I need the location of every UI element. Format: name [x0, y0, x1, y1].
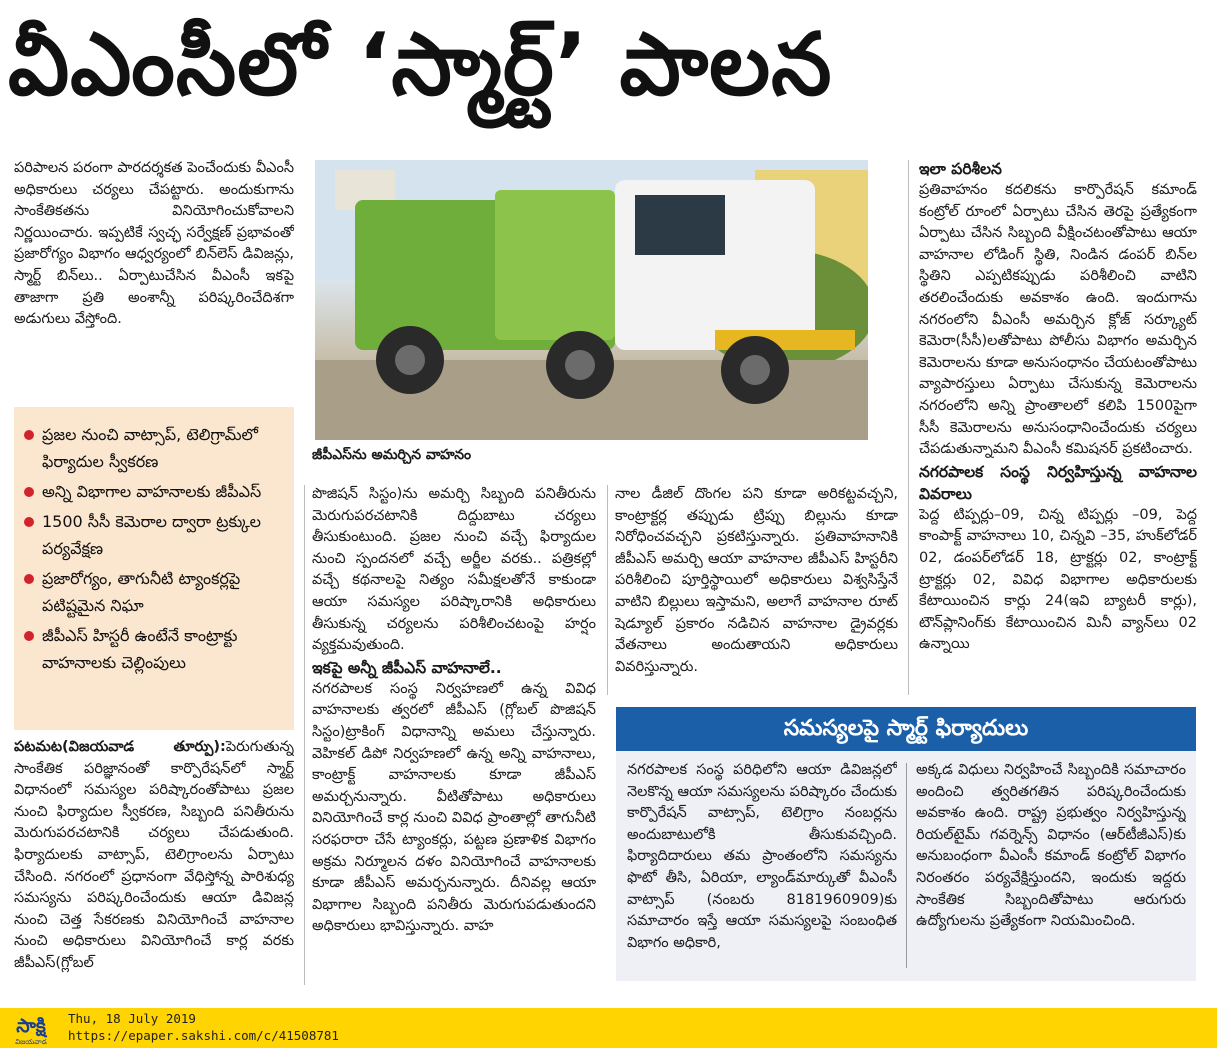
bullet-dot-icon: [24, 631, 34, 641]
headline: వీఎంసీలో ‘స్మార్ట్’ పాలన: [8, 14, 833, 115]
bullet-dot-icon: [24, 487, 34, 497]
highlight-item: 1500 సీసీ కెమెరాల ద్వారా ట్రక్కుల పర్యవేక్షణ: [24, 508, 286, 562]
subheading: ఇకపై అన్నీ జీపీఎస్ వాహనాలే..: [312, 658, 502, 677]
box-column-1: నగరపాలక సంస్థ పరిధిలోని ఆయా డివిజన్లలో నెలకొన్న ఆయా సమస్యలను పరిష్కారం చేందుకు కార్పొరేషన్ వాట్సాప్, టెలిగ్రాం నంబర్లను అందుబాటులోకి తీసుకువచ్చింది. ఫిర్యాదిదారులు తమ ప్రాంతంలోని సమస్యను ఫొటో తీసి, ఏరియా, ల్యాండ్‌మార్కుతో వీఎంసీ వాట్సాప్ (నంబరు 8181960909)కు సమాచారం ఇస్తే ఆయా సమస్యలపై సంబంధిత విభాగం అధికారి,: [627, 762, 897, 951]
photo-caption: జీపీఎస్‌ను అమర్చిన వాహనం: [312, 447, 472, 463]
column-3-body: నాల డీజిల్ దొంగల పని కూడా అరికట్టవచ్చని, కాంట్రాక్టర్ల తప్పుడు ట్రిప్పు బిల్లును కూడా నిరోధించవచ్చని ప్రకటిస్తున్నారు. ప్రతివాహనానికి జీపీఎస్ అమర్చి ఆయా వాహనాల జీపీఎస్ హిస్టరీని పరిశీలించి పూర్తిస్థాయిలో అధికారులు విశ్వసిస్తేనే వాటిని బిల్లులు ఇస్తామని, అలాగే వాహనాల రూట్ షెడ్యూల్ ప్రకారం నడిచిన వాహనాల డ్రైవర్లకు వేతనాలు అందుతాయని అధికారులు వివరిస్తున్నారు.: [615, 486, 898, 675]
section-heading: సమస్యలపై స్మార్ట్ ఫిర్యాదులు: [616, 707, 1196, 751]
dateline: పటమట(విజయవాడ తూర్పు):: [14, 739, 226, 755]
bullet-dot-icon: [24, 517, 34, 527]
garbage-truck-photo: [315, 160, 868, 440]
svg-text:సాక్షి: సాక్షి: [16, 1015, 46, 1037]
highlight-item: అన్ని విభాగాల వాహనాలకు జీపీఎస్: [24, 478, 286, 505]
column-divider: [304, 485, 305, 985]
box-column-2: అక్కడ విధులు నిర్వహించే సిబ్బందికి సమాచారం అందించి త్వరితగతిన పరిష్కరించేందుకు అవకాశం ఉంది. రాష్ట్ర ప్రభుత్వం నిర్వహిస్తున్న రియల్‌టైమ్ గవర్నెన్స్ విధానం (ఆర్‌టీజీఎస్)కు అనుబంధంగా వీఎంసీ కమాండ్ కంట్రోల్ విభాగం నిరంతరం పర్యవేక్షిస్తుందని, ఇందుకు ఇద్దరు సాంకేతిక సిబ్బందితోపాటు ఆరుగురు ఉద్యోగులను ప్రత్యేకంగా నియమించింది.: [916, 762, 1186, 930]
column-divider: [908, 160, 909, 695]
column-2-body: పొజిషన్ సిస్టం)ను అమర్చి సిబ్బంది పనితీరును మెరుగుపరచటానికి దిద్దుబాటు చర్యలు తీసుకుంటుంది. ప్రజల నుంచి వచ్చే ఫిర్యాదుల నుంచి స్పందనలో వచ్చే అర్జీల వరకు.. పత్రికల్లో వచ్చే కథనాలపై నిత్యం సమీక్షలతోనే కాకుండా ఆయా సమస్యల పరిష్కారానికి అధికారులు తీసుకున్న చర్యలను పరిశీలించటంపై హర్షం వ్యక్తమవుతుంది. ఇకపై అన్నీ జీపీఎస్ వాహనాలే.. నగరపాలక సంస్థ నిర్వహణలో ఉన్న వివిధ వాహనాలకు త్వరలో జీపీఎస్ (గ్లోబల్ పొజిషన్ సిస్టం)ట్రాకింగ్ విధానాన్ని అమలు చేస్తున్నారు. వెహికల్ డిపో నిర్వహణలో ఉన్న అన్ని వాహనాలు, కాంట్రాక్ట్ వాహనాలకు కూడా జీపీఎస్ అమర్చనున్నారు. వీటితోపాటు అధికారులు వినియోగించే కార్ల నుంచి వివిధ ప్రాంతాల్లో తాగునీటి సరఫరారా చేసే ట్యాంకర్లు, పట్టణ ప్రణాళిక విభాగం అక్రమ నిర్మూలన దళం వినియోగించే వాహనాలకు కూడా జీపీఎస్ అమర్చనున్నారు. దీనివల్ల ఆయా విభాగాల సిబ్బంది పనితీరు మెరుగుపడుతుందని అధికారులు భావిస్తున్నారు. వాహ: [312, 486, 596, 935]
edition-date: Thu, 18 July 2019: [68, 1011, 196, 1026]
sakshi-logo[interactable]: [4, 1010, 59, 1046]
box-divider: [906, 763, 907, 968]
subheading: ఇలా పరిశీలన: [919, 160, 1002, 178]
epaper-link[interactable]: https://epaper.sakshi.com/c/41508781: [68, 1028, 339, 1043]
column-4-body: ఇలా పరిశీలన ప్రతివాహనం కదలికను కార్పొరేషన్ కమాండ్ కంట్రోల్ రూంలో ఏర్పాటు చేసిన తెరపై ప్రత్యేకంగా ఏర్పాటు చేసిన సిబ్బంది వీక్షించటంతోపాటు ఆయా వాహనాల లోడింగ్ స్థితి, నిండిన డంపర్ బిన్‌ల స్థితిని ఎప్పటికప్పుడు పరిశీలించి వాటిని తరలించేందుకు అవకాశం ఉంది. ఇందుగాను నగరంలోని వీఎంసీ అమర్చిన క్లోజ్ సర్క్యూట్ కెమెరా(సీసీ)లతోపాటు పోలీసు విభాగం అమర్చిన కెమెరాలను కూడా అనుసంధానం చేయటంతోపాటు వ్యాపారస్తులు ఏర్పాటు చేసుకున్న కెమెరాలను నగరంలోని అన్ని ప్రాంతాలలో కలిపి 1500పైగా సీసీ కెమెరాలను అనుసంధానించేందుకు చర్యలు చేపడుతున్నామని వీఎంసీ కమిషనర్ ప్రకటించారు. నగరపాలక సంస్థ నిర్వహిస్తున్న వాహనాల వివరాలు పెద్ద టిప్పర్లు–09, చిన్న టిప్పర్లు –09, పెద్ద కాంపాక్ట్ వాహనాలు 10, చిన్నవి –35, హుక్‌లోడర్ 02, డంపర్‌లోడర్ 18, ట్రాక్టర్లు 02, కాంట్రాక్ట్ ట్రాక్టర్లు 02, వివిధ విభాగాల అధికారులకు కేటాయించిన కార్లు 24(ఇవి బ్యాటరీ కార్లు), టౌన్‌ప్లానింగ్‌కు కేటాయించిన మినీ వ్యాన్‌లు 02 ఉన్నాయి: [919, 160, 1197, 653]
column-1-body: పటమట(విజయవాడ తూర్పు):పెరుగుతున్న సాంకేతిక పరిజ్ఞానంతో కార్పొరేషన్‌లో స్మార్ట్ విధానంలో సమస్యల పరిష్కారంతోపాటు ప్రజల నుంచి ఫిర్యాదుల స్వీకరణ, సిబ్బంది పనితీరును మెరుగుపరచటానికి చర్యలు చేపడుతుంది. ఫిర్యాదులకు వాట్సాప్, టెలిగ్రాంలను ఏర్పాటు చేసింది. నగరంలో ప్రధానంగా వేధిస్తోన్న పారిశుధ్య సమస్యను పరిష్కరించేందుకు ఆయా డివిజన్ల నుంచి చెత్త సేకరణకు వినియోగించే వాహనాల నుంచి అధికారులు వినియోగించే కార్ల వరకు జీపీఎస్(గ్లోబల్: [14, 739, 294, 971]
svg-text:విజయవాడ: విజయవాడ: [15, 1038, 47, 1046]
sakshi-logo-icon: [4, 1010, 59, 1046]
footer-info: [68, 1010, 339, 1044]
footer-bar: [0, 1008, 1217, 1048]
truck-illustration: [315, 160, 868, 440]
highlight-item: జీపీఎస్ హిస్టరీ ఉంటేనే కాంట్రాక్టు వాహనాలకు చెల్లింపులు: [24, 622, 286, 676]
bullet-dot-icon: [24, 430, 34, 440]
highlights-box: [14, 407, 294, 730]
subheading: నగరపాలక సంస్థ నిర్వహిస్తున్న వాహనాల వివరాలు: [919, 462, 1197, 503]
column-divider: [607, 485, 608, 695]
highlight-item: ప్రజల నుంచి వాట్సాప్, టెలిగ్రామ్‌లో ఫిర్యాదుల స్వీకరణ: [24, 421, 286, 475]
intro-paragraph: పరిపాలన పరంగా పారదర్శకత పెంచేందుకు వీఎంసీ అధికారులు చర్యలు చేపట్టారు. అందుకుగాను సాంకేతికతను వినియోగించుకోవాలని నిర్ణయించారు. ఇప్పటికే స్వచ్ఛ సర్వేక్షణ్ ప్రభావంతో ప్రజారోగ్యం విభాగం ఆధ్వర్యంలో బిన్‌లెస్ డివిజన్లు, స్మార్ట్ బిన్‌లు.. ఏర్పాటుచేసిన వీఎంసీ ఇకపై తాజాగా ప్రతి అంశాన్నీ పరిష్కరించేదిశగా అడుగులు వేస్తోంది.: [14, 160, 294, 328]
bullet-dot-icon: [24, 574, 34, 584]
highlight-item: ప్రజారోగ్యం, తాగునీటి ట్యాంకర్లపై పటిష్టమైన నిఘా: [24, 565, 286, 619]
